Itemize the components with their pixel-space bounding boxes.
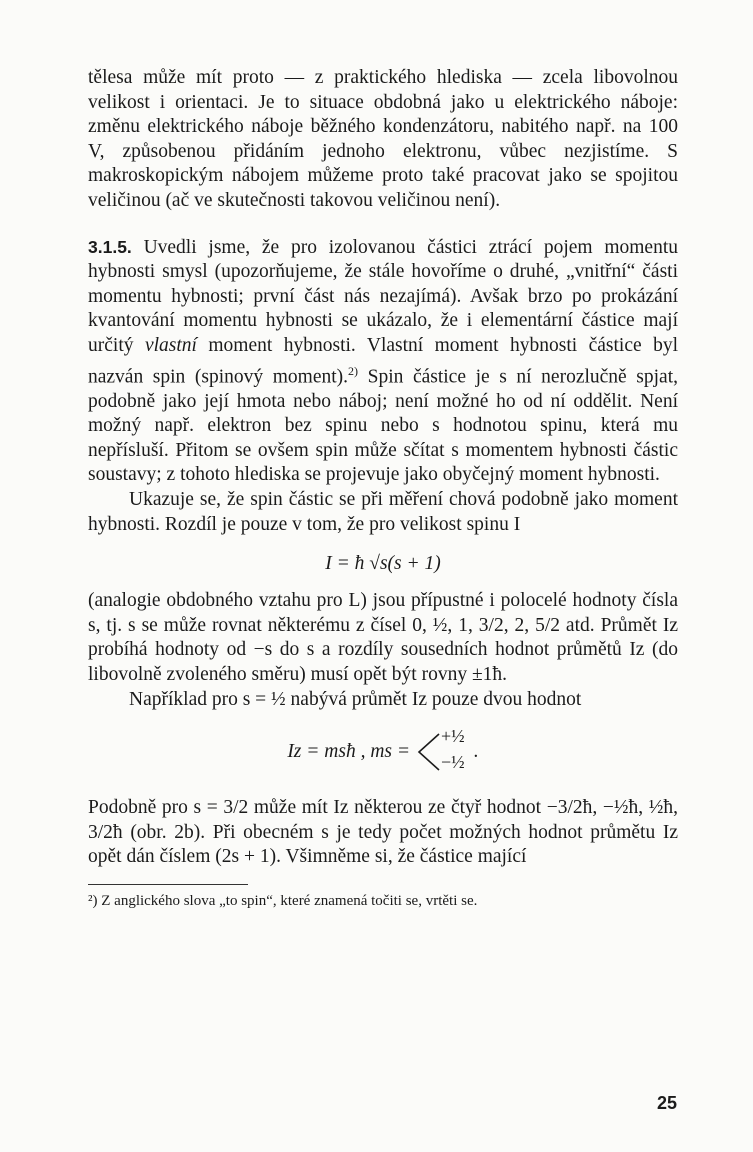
page-number: 25 [656, 1093, 677, 1113]
branch-brace-icon [415, 728, 441, 776]
paragraph-3: Ukazuje se, že spin částic se při měření chová podobně jako moment hybnosti. Rozdíl je pouze v tom, že pro velikost spinu I [88, 489, 678, 535]
footnote: ²) Z anglického slova „to spin“, které znamená točiti se, vrtěti se. [88, 892, 478, 909]
paragraph-5: Například pro s = ½ nabývá průmět Iz pouze dvou hodnot [129, 688, 582, 710]
formula2-branch [415, 728, 469, 776]
paragraph-2-emphasis: vlastní [144, 334, 197, 356]
paragraph-4: (analogie obdobného vztahu pro L) jsou přípustné i polocelé hodnoty čísla s, tj. s se může rovnat některému z čísel 0, ½, 1, 3/2, 2, 5/2 atd. Průmět Iz probíhá hodnoty od −s do s a rozdíly sousedních hodnot průmětů Iz (do libovolně zvoleného směru) musí opět být rovny ±1ħ. [88, 590, 678, 685]
formula2-left: Iz = msħ , ms = [287, 741, 411, 763]
formula2-top-value: +½ [440, 726, 465, 747]
formula-spin-magnitude: I = ħ √s(s + 1) [325, 553, 441, 575]
formula-spin-projection [88, 728, 678, 778]
paragraph-6: Podobně pro s = 3/2 může mít Iz některou ze čtyř hodnot −3/2ħ, −½ħ, ½ħ, 3/2ħ (obr. 2b). Při obecném s je tedy počet možných hodnot průmětu Iz opět dán číslem (2s + 1). Všimněme si, že částice mající [88, 797, 678, 868]
paragraph-2-part-a: Uvedli jsme, že pro izolovanou částici ztrácí pojem momentu hybnosti smysl (upozorňujeme, že stále hovoříme o druhé, „vnitřní“ části momentu hybnosti; první část nás nezajímá). Avšak brzo po prokázání kvantování momentu hybnosti se ukázalo, že i elementární částice mají určitý [88, 236, 678, 356]
paragraph-1: tělesa může mít proto — z praktického hlediska — zcela libovolnou velikost i orientaci. Je to situace obdobná jako u elektrického náboje: změnu elektrického náboje běžného kondenzátoru, nabitého např. na 100 V, způsobenou přidáním jednoho elektronu, vůbec nezjistíme. S makroskopickým nábojem můžeme proto také pracovat jako se spojitou veličinou (ač ve skutečnosti takovou veličinou není). [88, 67, 678, 211]
formula2-end: . [473, 741, 479, 763]
section-number: 3.1.5. [88, 236, 132, 257]
paragraph-2-part-b: moment hybnosti. Vlastní moment hybnosti částice byl nazván spin (spinový moment). [88, 334, 679, 388]
paragraph-section-3-1-5 [88, 235, 678, 488]
footnote-divider [88, 884, 248, 885]
page-body [88, 66, 678, 911]
paragraph-2-part-c: Spin částice je s ní nerozlučně spjat, podobně jako její hmota nebo náboj; není možné ho od ní oddělit. Není možný např. elektron bez spinu nebo s hodnotou spinu, která mu nepřísluší. Přitom se ovšem spin může sčítat s momentem hybnosti částic soustavy; z tohoto hlediska se projevuje jako obyčejný moment hybnosti. [88, 366, 678, 486]
formula2-bottom-value: −½ [440, 752, 465, 773]
footnote-ref: 2) [348, 363, 359, 378]
